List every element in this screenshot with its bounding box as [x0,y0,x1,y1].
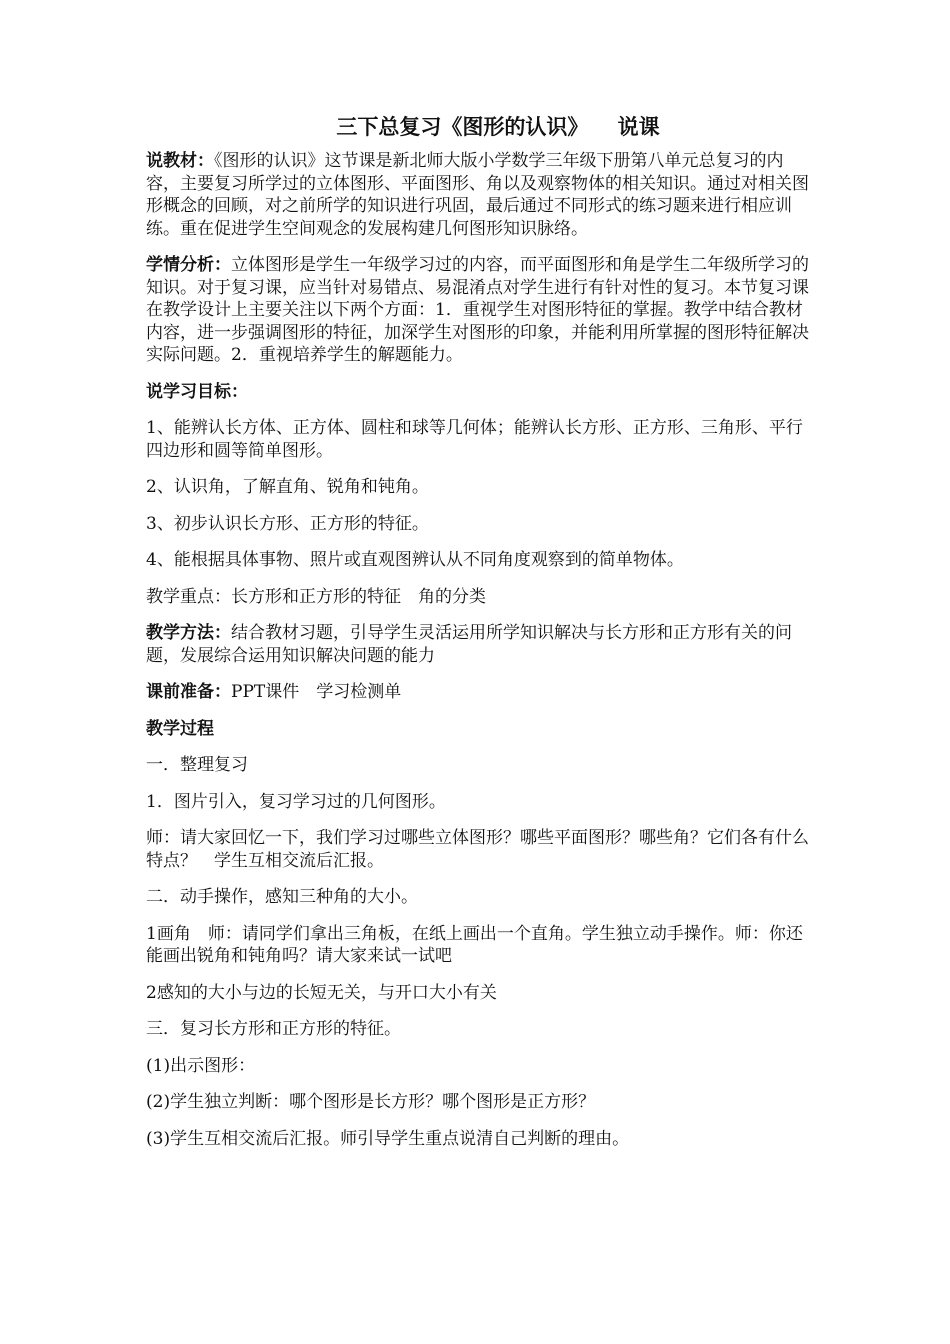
process-item: 1画角 师：请同学们拿出三角板，在纸上画出一个直角。学生独立动手操作。师：你还能画出锐角和钝角吗？请大家来试一试吧 [146,923,803,966]
intro-label: 说教材： [146,151,214,171]
method-text: 结合教材习题，引导学生灵活运用所学知识解决与长方形和正方形有关的问题，发展综合运用知识解决问题的能力 [146,623,792,666]
intro-text: 《图形的认识》这节课是新北师大版小学数学三年级下册第八单元总复习的内容，主要复习所学过的立体图形、平面图形、角以及观察物体的相关知识。通过对相关图形概念的回顾，对之前所学的知识进行巩固，最后通过不同形式的练习题来进行相应训练。重在促进学生空间观念的发展构建几何图形知识脉络。 [146,151,809,239]
analysis-text: 立体图形是学生一年级学习过的内容，而平面图形和角是学生二年级所学习的知识。对于复习课，应当针对易错点、易混淆点对学生进行有针对性的复习。本节复习课在教学设计上主要关注以下两个方面：1．重视学生对图形特征的掌握。教学中结合教材内容，进一步强调图形的特征，加深学生对图形的印象，并能利用所掌握的图形特征解决实际问题。2．重视培养学生的解题能力。 [146,255,809,365]
goal-item: 2、认识角，了解直角、锐角和钝角。 [146,477,429,497]
analysis-paragraph [146,254,810,367]
method-label: 教学方法： [146,623,231,643]
process-item: 师：请大家回忆一下，我们学习过哪些立体图形？哪些平面图形？哪些角？它们各有什么特点？ 学生互相交流后汇报。 [146,828,809,871]
goal-item: 3、初步认识长方形、正方形的特征。 [146,513,429,534]
goals-heading: 说学习目标： [146,381,248,402]
process-item: 三．复习长方形和正方形的特征。 [146,1019,401,1039]
method-paragraph [146,622,810,667]
prep-paragraph [146,681,810,704]
process-heading: 教学过程 [146,718,214,739]
goal-item: 4、能根据具体事物、照片或直观图辨认从不同角度观察到的简单物体。 [146,550,684,570]
process-item: 1．图片引入，复习学习过的几何图形。 [146,791,446,812]
process-item: (3)学生互相交流后汇报。师引导学生重点说清自己判断的理由。 [146,1128,630,1149]
prep-text: PPT课件 学习检测单 [231,682,402,702]
process-item: (2)学生独立判断：哪个图形是长方形？哪个图形是正方形？ [146,1092,596,1112]
process-item: 2感知的大小与边的长短无关，与开口大小有关 [146,982,497,1003]
analysis-label: 学情分析： [146,255,231,275]
document-page [146,112,810,1164]
page-title: 三下总复习《图形的认识》 说课 [336,115,660,139]
prep-label: 课前准备： [146,682,231,702]
goal-item: 1、能辨认长方体、正方体、圆柱和球等几何体；能辨认长方形、正方形、三角形、平行四边形和圆等简单图形。 [146,418,803,461]
intro-paragraph [146,150,810,240]
process-item: 一．整理复习 [146,755,248,775]
key-point: 教学重点：长方形和正方形的特征 角的分类 [146,586,486,607]
process-item: (1)出示图形： [146,1055,256,1076]
process-item: 二．动手操作，感知三种角的大小。 [146,887,418,907]
